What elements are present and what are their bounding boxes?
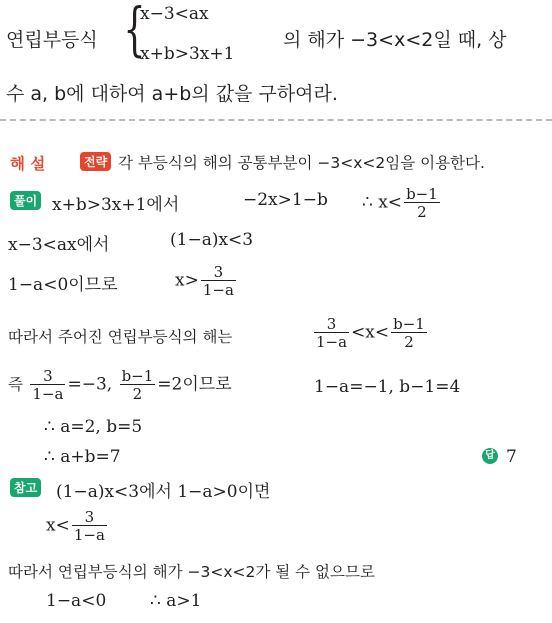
step-3-result: x> $\frac{3}{1-a}$ [175,263,234,299]
step-2-simplified: (1−a)x<3 [170,230,254,250]
note-line-1: (1−a)x<3에서 1−a>0이면 [56,482,271,502]
problem-condition: 의 해가 −3<x<2일 때, 상 [283,29,507,51]
system-equation-1: x−3<ax [140,4,209,24]
problem-question: 수 a, b에 대하여 a+b의 값을 구하여라. [6,83,338,105]
note-line-2: x< $\frac{3}{1-a}$ [46,508,105,544]
step-1-simplified: −2x>1−b [243,190,328,210]
step-5-equations: 즉 $\frac{3}{1-a}$ =−3, $\frac{b-1}{2}$ =2이므로 [8,367,232,403]
solution-heading: 해 설 [10,155,46,173]
step-5-values: 1−a=−1, b−1=4 [314,377,461,397]
solution-badge: 풀이 [10,191,41,210]
step-4-solution-range: $\frac{3}{1-a}$ <x< $\frac{b-1}{2}$ [316,315,425,351]
note-line-4a: 1−a<0 [46,591,107,611]
strategy-text: 각 부등식의 해의 공통부분이 −3<x<2임을 이용한다. [118,154,485,172]
strategy-badge: 전략 [80,152,111,171]
step-3-condition: 1−a<0이므로 [8,275,118,295]
problem-intro: 연립부등식 [6,29,98,51]
step-7-sum: ∴ a+b=7 [44,447,121,467]
answer-icon: 답 [482,448,498,464]
section-divider [0,119,552,121]
answer-value: 7 [506,447,517,467]
step-6-values: ∴ a=2, b=5 [44,417,143,437]
note-line-4b: ∴ a>1 [150,591,202,611]
note-line-3: 따라서 연립부등식의 해가 −3<x<2가 될 수 없으므로 [8,563,375,581]
note-badge: 참고 [10,478,41,497]
step-4-text: 따라서 주어진 연립부등식의 해는 [8,328,233,346]
step-2-inequality: x−3<ax에서 [8,235,110,255]
brace-icon: { [123,0,146,63]
step-1-result: ∴ x< $\frac{b-1}{2}$ [362,185,438,221]
system-equation-2: x+b>3x+1 [140,44,235,64]
step-1-inequality: x+b>3x+1에서 [52,195,180,215]
